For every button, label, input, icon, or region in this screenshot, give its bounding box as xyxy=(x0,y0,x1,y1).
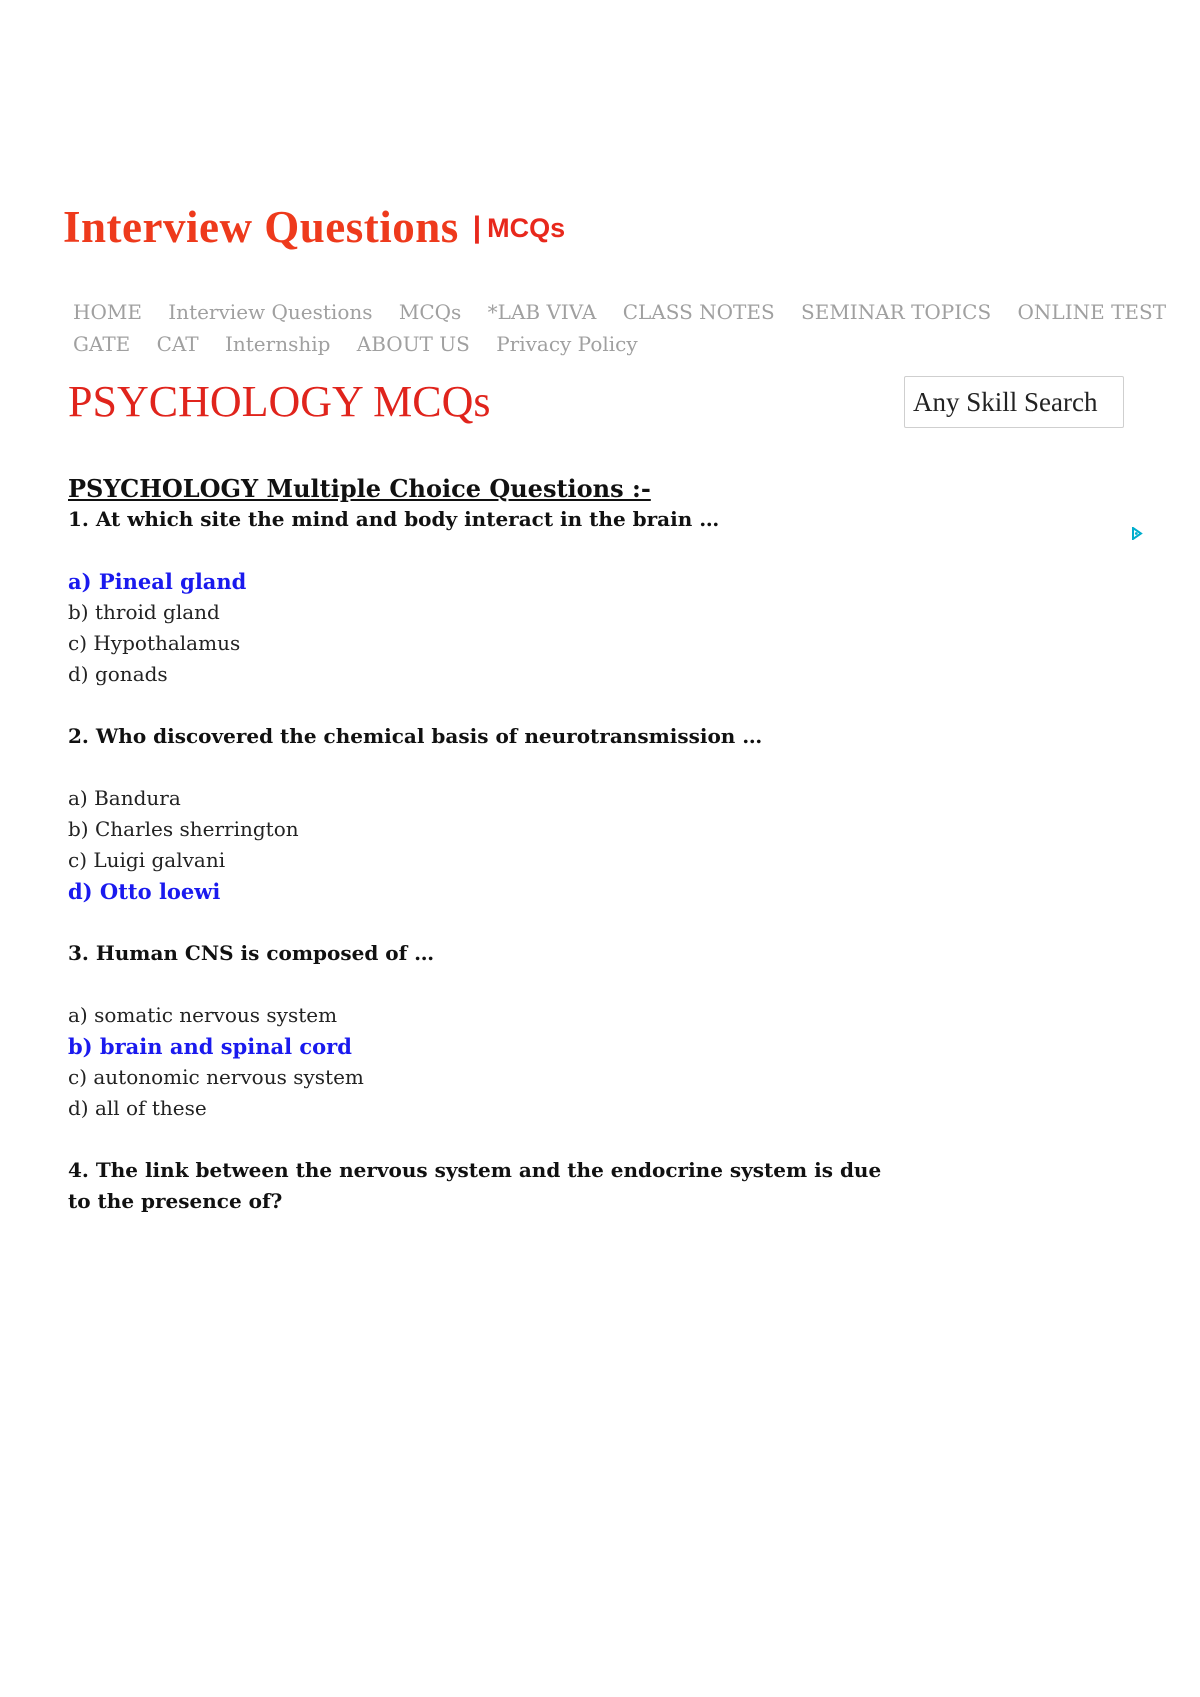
nav-item-cat[interactable]: CAT xyxy=(156,332,199,356)
logo-main-text: Interview Questions xyxy=(63,202,459,252)
question-2: 2. Who discovered the chemical basis of neurotransmission … xyxy=(68,724,763,748)
nav-row-2 xyxy=(73,328,1123,360)
skill-search-input[interactable] xyxy=(904,376,1124,428)
nav-item-seminar-topics[interactable]: SEMINAR TOPICS xyxy=(801,300,992,324)
logo-sub-text: MCQs xyxy=(487,213,566,243)
nav-item-interview-questions[interactable]: Interview Questions xyxy=(168,300,373,324)
logo-separator: | xyxy=(472,211,482,244)
options-2 xyxy=(68,783,968,907)
option-2a: a) Bandura xyxy=(68,786,181,810)
option-1a-correct: a) Pineal gland xyxy=(68,569,247,594)
site-logo[interactable] xyxy=(63,202,566,252)
option-1d: d) gonads xyxy=(68,662,168,686)
question-1: 1. At which site the mind and body interact in the brain … xyxy=(68,507,720,531)
nav-item-about-us[interactable]: ABOUT US xyxy=(356,332,470,356)
nav-item-mcqs[interactable]: MCQs xyxy=(398,300,462,324)
nav-item-gate[interactable]: GATE xyxy=(73,332,131,356)
options-1 xyxy=(68,566,968,690)
option-3a: a) somatic nervous system xyxy=(68,1003,338,1027)
nav-row-1 xyxy=(73,296,1167,328)
option-1b: b) throid gland xyxy=(68,600,220,624)
options-3 xyxy=(68,1000,968,1124)
section-heading: PSYCHOLOGY Multiple Choice Questions :- xyxy=(68,474,651,503)
main-nav xyxy=(73,296,1167,360)
option-3b-correct: b) brain and spinal cord xyxy=(68,1034,352,1059)
option-1c: c) Hypothalamus xyxy=(68,631,241,655)
nav-item-internship[interactable]: Internship xyxy=(224,332,331,356)
nav-item-privacy-policy[interactable]: Privacy Policy xyxy=(496,332,638,356)
nav-item-home[interactable]: HOME xyxy=(73,300,142,324)
option-2b: b) Charles sherrington xyxy=(68,817,299,841)
option-2c: c) Luigi galvani xyxy=(68,848,226,872)
nav-item-lab-viva[interactable]: *LAB VIVA xyxy=(487,300,597,324)
page-title: PSYCHOLOGY MCQs xyxy=(68,377,491,426)
option-2d-correct: d) Otto loewi xyxy=(68,879,221,904)
nav-item-class-notes[interactable]: CLASS NOTES xyxy=(622,300,775,324)
option-3c: c) autonomic nervous system xyxy=(68,1065,364,1089)
question-3: 3. Human CNS is composed of … xyxy=(68,941,435,965)
question-4: 4. The link between the nervous system and the endocrine system is due to the presence of? xyxy=(68,1158,882,1213)
option-3d: d) all of these xyxy=(68,1096,207,1120)
nav-item-online-test[interactable]: ONLINE TEST xyxy=(1017,300,1167,324)
mcq-content xyxy=(68,470,968,1248)
ad-choices-icon[interactable] xyxy=(1130,527,1143,540)
